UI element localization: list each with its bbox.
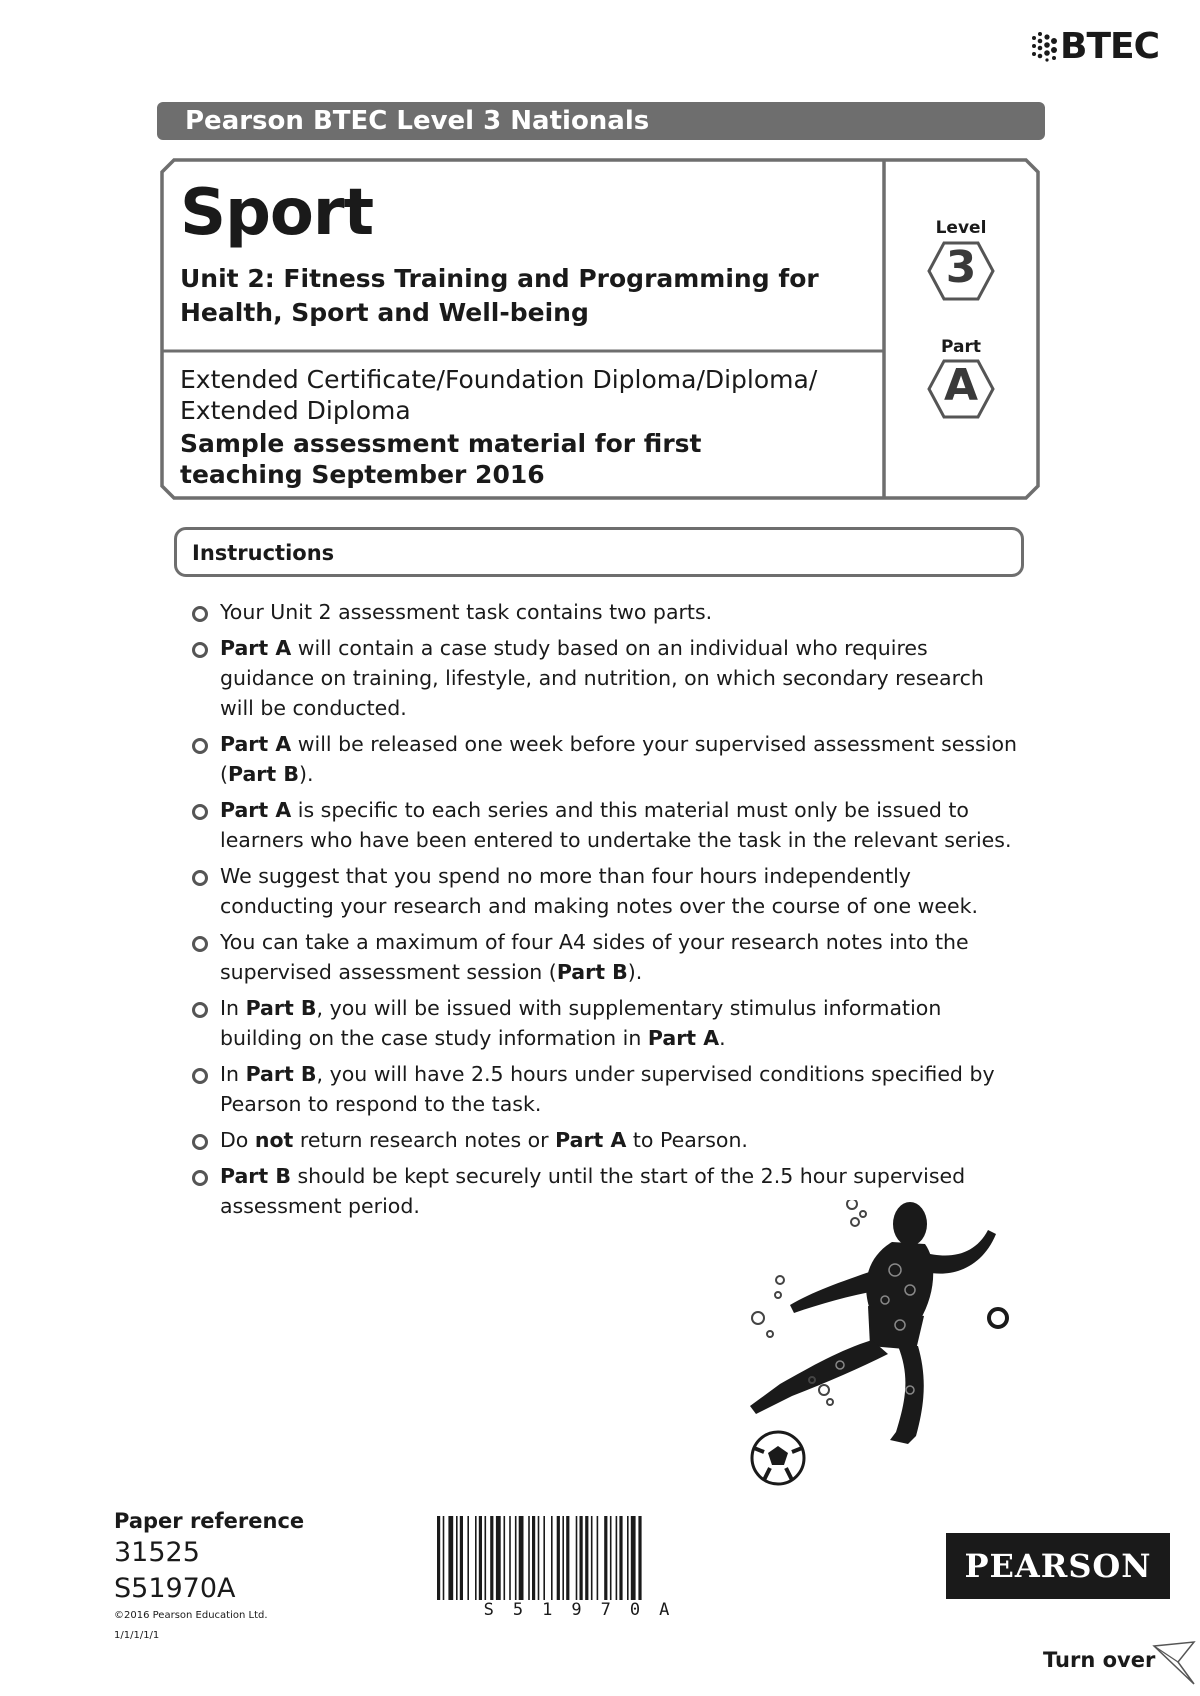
instruction-text-run: You can take a maximum of four A4 sides of your research notes into the supervised assessment session ( [220,930,969,984]
sample-assessment-note: Sample assessment material for first teaching September 2016 [180,429,702,489]
barcode-bar [448,1516,453,1600]
level-label: Level [935,218,987,238]
instructions-heading: Instructions [192,541,335,565]
instruction-item [190,729,1020,789]
instruction-text-run: In [220,996,246,1020]
instruction-item [190,633,1020,723]
instruction-text-run: Your Unit 2 assessment task contains two parts. [220,600,713,624]
barcode-bar [591,1516,593,1600]
barcode-bar [479,1516,482,1600]
bullet-circle-icon [192,870,208,886]
barcode-bar [456,1516,458,1600]
instruction-item [190,1059,1020,1119]
bullet-circle-icon [192,606,208,622]
bullet-circle-icon [192,1002,208,1018]
instruction-text-run: Part A [555,1128,627,1152]
footballer-illustration [720,1200,1090,1490]
instructions-list [190,597,1020,1227]
instruction-text-run: Part A [220,636,292,660]
barcode-bar [585,1516,588,1600]
instruction-item [190,795,1020,855]
bullet-circle-icon [192,804,208,820]
bullet-circle-icon [192,1134,208,1150]
barcode-bar [519,1516,524,1600]
barcode-bar [566,1516,569,1600]
subject-title: Sport [180,176,374,250]
bullet-circle-icon [192,738,208,754]
qualification-banner [157,102,1045,140]
barcode-bar [485,1516,487,1600]
instruction-text-run: , you will have 2.5 hours under supervised conditions specified by Pearson to respond to the task. [220,1062,995,1116]
instruction-text-run: return research notes or [293,1128,556,1152]
instruction-item [190,927,1020,987]
barcode-bar [475,1516,477,1600]
barcode-text: S51970A [483,1600,689,1620]
instruction-text-run: will contain a case study based on an individual who requires guidance on training, lifestyle, and nutrition, on which secondary research will be conducted. [220,636,984,720]
barcode-bar [515,1516,517,1600]
instruction-text-run: will be released one week before your supervised assessment session ( [220,732,1017,786]
instructions-header-box [174,527,1024,577]
barcode-bar [467,1516,469,1600]
barcode-bar [638,1516,641,1600]
barcode-bar [580,1516,583,1600]
barcode-bar [576,1516,578,1600]
barcode-bar [616,1516,618,1600]
instruction-text-run: Part B [556,960,628,984]
instruction-text-run: In [220,1062,246,1086]
instruction-text-run: . [719,1026,726,1050]
barcode-bar [627,1516,629,1600]
print-code: 1/1/1/1/1 [114,1630,160,1641]
instruction-text-run: Part A [220,798,292,822]
instruction-text-run: not [254,1128,294,1152]
instruction-text-run: Do [220,1128,255,1152]
barcode-bar [532,1516,535,1600]
barcode-bar [504,1516,506,1600]
btec-wordmark: BTEC [1060,26,1160,67]
instruction-text-run: should be kept securely until the start of the 2.5 hour supervised assessment period. [220,1164,966,1218]
instruction-text-run: Part B [228,762,299,786]
barcode-bar [538,1516,540,1600]
barcode [437,1516,735,1600]
btec-logo [1030,26,1172,66]
paper-reference-label: Paper reference [114,1509,305,1533]
paper-code: S51970A [114,1573,236,1604]
football-icon [752,1432,804,1484]
paper-reference-number: 31525 [114,1537,200,1568]
instruction-item [190,861,1020,921]
barcode-bar [443,1516,445,1600]
turn-over-arrow-icon [1150,1640,1198,1688]
barcode-bar [496,1516,501,1600]
barcode-bar [610,1516,612,1600]
part-value: A [943,360,979,411]
turn-over-label: Turn over [1043,1648,1156,1672]
barcode-bar [460,1516,463,1600]
bullet-circle-icon [192,1170,208,1186]
barcode-bar [543,1516,545,1600]
instruction-text-run: Part B [220,1164,291,1188]
level-value: 3 [945,242,977,293]
instruction-text-run: is specific to each series and this material must only be issued to learners who have been entered to undertake the task in the relevant series. [220,798,1012,852]
btec-dots-icon [1030,30,1062,62]
qualifications-text: Extended Certificate/Foundation Diploma/Diploma/ Extended Diploma [180,365,818,425]
barcode-bar [597,1516,599,1600]
barcode-bar [562,1516,564,1600]
instruction-text-run: , you will be issued with supplementary stimulus information building on the case study information in [220,996,942,1050]
instruction-text-run: Part B [245,996,317,1020]
instruction-text-run: We suggest that you spend no more than four hours independently conducting your research and making notes over the course of one week. [220,864,978,918]
instruction-text-run: ). [627,960,643,984]
bullet-circle-icon [192,642,208,658]
barcode-bar [528,1516,530,1600]
barcode-bar [557,1516,560,1600]
instruction-text-run: Part B [245,1062,317,1086]
instruction-item [190,597,1020,627]
barcode-bar [490,1516,493,1600]
barcode-bar [551,1516,553,1600]
pearson-logo: PEARSON [946,1533,1170,1599]
barcode-bar [619,1516,622,1600]
banner-title: Pearson BTEC Level 3 Nationals [185,106,650,136]
instruction-item [190,1125,1020,1155]
bullet-circle-icon [192,1068,208,1084]
instruction-item [190,993,1020,1053]
instruction-text-run: Part A [647,1026,720,1050]
copyright-text: ©2016 Pearson Education Ltd. [114,1610,268,1621]
instruction-text-run: to Pearson. [626,1128,748,1152]
barcode-bar [604,1516,607,1600]
barcode-bar [437,1516,440,1600]
part-label: Part [941,337,981,357]
instruction-text-run: ). [298,762,314,786]
bullet-circle-icon [192,936,208,952]
unit-title: Unit 2: Fitness Training and Programming for Health, Sport and Well-being [180,264,819,327]
instruction-text-run: Part A [220,732,292,756]
barcode-bar [509,1516,511,1600]
barcode-bar [631,1516,636,1600]
